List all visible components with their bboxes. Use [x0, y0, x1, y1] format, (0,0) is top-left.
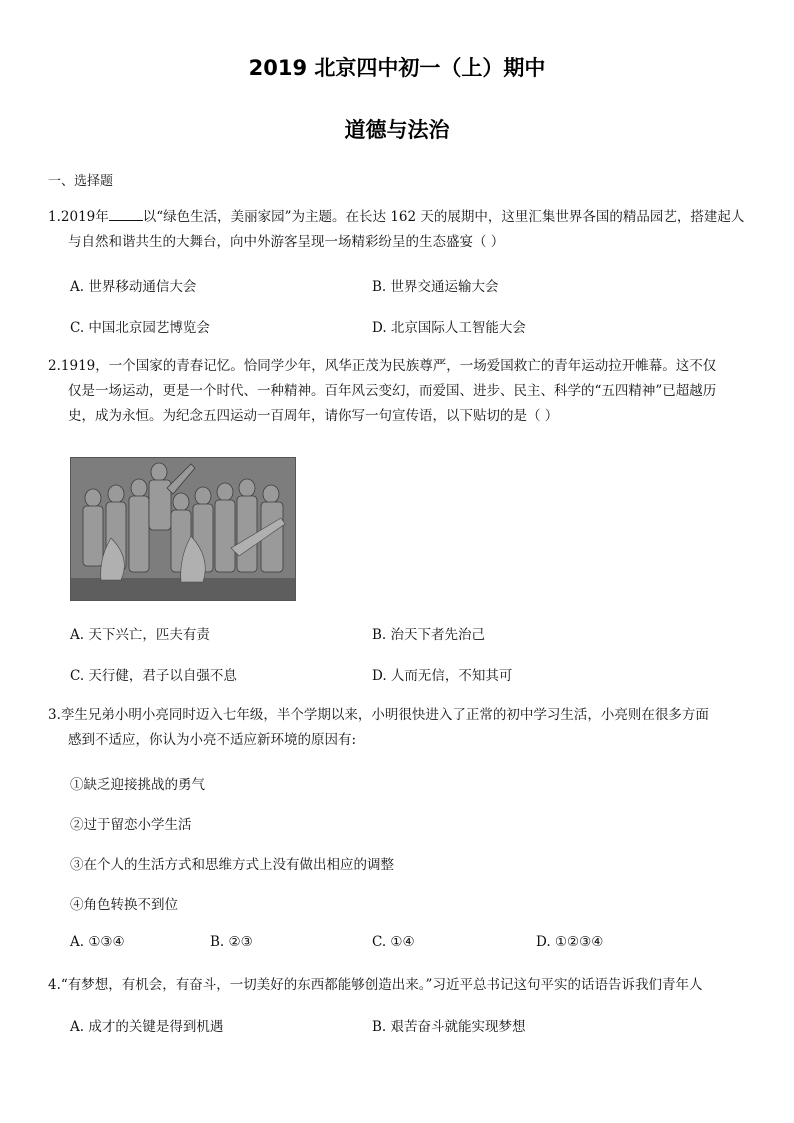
q3-item-4: ④角色转换不到位	[70, 897, 178, 913]
q2-option-d[interactable]: D. 人而无信，不知其可	[372, 668, 513, 684]
q3-option-b[interactable]: B. ②③	[210, 934, 253, 950]
question-number: 3.	[48, 707, 61, 723]
may-fourth-relief-image	[70, 457, 296, 601]
q1-option-b[interactable]: B. 世界交通运输大会	[372, 279, 499, 295]
subject-title: 道德与法治	[344, 118, 450, 142]
question-4	[48, 973, 748, 998]
q3-item-2: ②过于留恋小学生活	[70, 817, 192, 833]
q3-option-d[interactable]: D. ①②③④	[536, 934, 604, 950]
q3-option-a[interactable]: A. ①③④	[70, 934, 125, 950]
question-2-line-1: 2.1919，一个国家的青春记忆。恰同学少年，风华正茂为民族尊严，一场爱国救亡的青年运动拉开帷幕。这不仅	[48, 358, 717, 374]
q2-option-c[interactable]: C. 天行健，君子以自强不息	[70, 668, 237, 684]
q3-option-c[interactable]: C. ①④	[372, 934, 415, 950]
question-1	[48, 205, 748, 255]
answer-blank	[109, 206, 143, 221]
question-1-line-2: 与自然和谐共生的大舞台，向中外游客呈现一场精彩纷呈的生态盛宴（ ）	[68, 234, 505, 250]
q1-option-c[interactable]: C. 中国北京园艺博览会	[70, 320, 210, 336]
question-2-line-3: 史，成为永恒。为纪念五四运动一百周年，请你写一句宣传语，以下贴切的是（ ）	[68, 408, 559, 424]
q3-item-3: ③在个人的生活方式和思维方式上没有做出相应的调整	[70, 857, 394, 873]
question-3-line-1: 3.孪生兄弟小明小亮同时迈入七年级，半个学期以来，小明很快进入了正常的初中学习生活，小亮则在很多方面	[48, 707, 709, 723]
q4-option-a[interactable]: A. 成才的关键是得到机遇	[70, 1019, 224, 1035]
question-4-line-1: 4.“有梦想，有机会，有奋斗，一切美好的东西都能够创造出来。”习近平总书记这句平实的话语告诉我们青年人	[48, 977, 703, 993]
q4-option-b[interactable]: B. 艰苦奋斗就能实现梦想	[372, 1019, 526, 1035]
question-1-line-1: 1.2019年 以“绿色生活，美丽家园”为主题。在长达 162 天的展期中，这里汇集世界各国的精品园艺，搭建起人	[48, 205, 748, 230]
question-3	[48, 703, 748, 753]
question-3-line-2: 感到不适应，你认为小亮不适应新环境的原因有:	[68, 732, 357, 748]
q2-option-b[interactable]: B. 治天下者先治己	[372, 627, 486, 643]
question-number: 2.	[48, 358, 61, 374]
q1-option-a[interactable]: A. 世界移动通信大会	[70, 279, 197, 295]
relief-sculpture-illustration	[71, 458, 295, 600]
question-number: 1.	[48, 209, 61, 225]
question-2-line-2: 仅是一场运动，更是一个时代、一种精神。百年风云变幻，而爱国、进步、民主、科学的“五四精神”已超越历	[68, 383, 717, 399]
q3-item-1: ①缺乏迎接挑战的勇气	[70, 777, 205, 793]
section-heading: 一、选择题	[48, 174, 114, 189]
q1-option-d[interactable]: D. 北京国际人工智能大会	[372, 320, 526, 336]
question-number: 4.	[48, 977, 61, 993]
q2-option-a[interactable]: A. 天下兴亡，匹夫有责	[70, 627, 210, 643]
exam-title: 2019 北京四中初一（上）期中	[248, 56, 546, 80]
question-2	[48, 354, 748, 429]
